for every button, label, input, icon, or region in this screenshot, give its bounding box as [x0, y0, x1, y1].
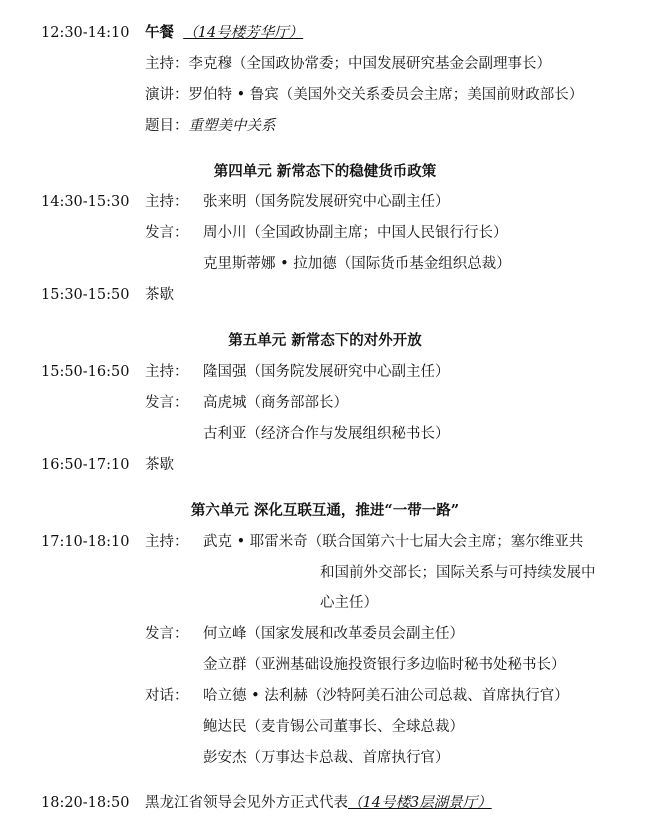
unit5-host: 隆国强（国务院发展研究中心副主任） [203, 364, 450, 380]
lunch-host-line [145, 54, 551, 74]
lunch-speaker-label: 演讲： [145, 87, 189, 103]
break1-label: 茶歇 [145, 287, 174, 303]
unit4-time: 14:30-15:30 [41, 194, 130, 210]
unit6-host-label: 主持： [145, 534, 189, 550]
unit4-heading: 第四单元 新常态下的稳健货币政策 [213, 163, 437, 180]
unit5-host-label: 主持： [145, 364, 189, 380]
break2-time: 16:50-17:10 [41, 457, 130, 473]
unit6-dialogue-member: 鲍达民（麦肯锡公司董事长、全球总裁） [203, 719, 464, 735]
meeting-label: 黑龙江省领导会见外方正式代表 [145, 795, 348, 811]
lunch-speaker: 罗伯特 • 鲁宾（美国外交关系委员会主席；美国前财政部长） [188, 87, 584, 103]
unit5-heading: 第五单元 新常态下的对外开放 [228, 332, 422, 349]
lunch-topic-line [145, 116, 276, 136]
unit6-host-cont: 心主任） [320, 595, 378, 611]
break2-label: 茶歇 [145, 457, 174, 473]
unit6-heading: 第六单元 深化互联互通，推进“一带一路” [190, 502, 460, 519]
unit6-speaker: 何立峰（国家发展和改革委员会副主任） [203, 626, 464, 642]
unit6-host-cont: 和国前外交部长；国际关系与可持续发展中 [320, 565, 596, 581]
lunch-topic-label: 题目： [145, 118, 189, 134]
unit6-host: 武克 • 耶雷米奇（联合国第六十七届大会主席；塞尔维亚共 [203, 534, 584, 550]
break1-time: 15:30-15:50 [41, 287, 130, 303]
lunch-title-line [145, 23, 303, 43]
unit5-speaker: 古利亚（经济合作与发展组织秘书长） [203, 426, 450, 442]
unit5-speech-label: 发言： [145, 395, 189, 411]
meeting-line [145, 793, 492, 813]
lunch-time: 12:30-14:10 [41, 25, 130, 41]
unit6-speech-label: 发言： [145, 626, 189, 642]
unit6-dialogue-label: 对话： [145, 688, 189, 704]
lunch-topic: 重塑美中关系 [188, 118, 276, 134]
lunch-title: 午餐 [145, 24, 174, 41]
lunch-venue: （14号楼芳华厅） [183, 25, 304, 41]
lunch-host: 李克穆（全国政协常委；中国发展研究基金会副理事长） [188, 56, 551, 72]
lunch-speaker-line [145, 85, 583, 105]
unit6-speaker: 金立群（亚洲基础设施投资银行多边临时秘书处秘书长） [203, 657, 566, 673]
unit6-time: 17:10-18:10 [41, 534, 130, 550]
unit4-speaker: 周小川（全国政协副主席；中国人民银行行长） [203, 225, 508, 241]
unit5-time: 15:50-16:50 [41, 364, 130, 380]
unit6-dialogue-member: 彭安杰（万事达卡总裁、首席执行官） [203, 750, 450, 766]
meeting-venue: （14号楼3层湖景厅） [348, 795, 492, 811]
unit4-speech-label: 发言： [145, 225, 189, 241]
unit6-dialogue-member: 哈立德 • 法利赫（沙特阿美石油公司总裁、首席执行官） [203, 688, 569, 704]
unit4-host: 张来明（国务院发展研究中心副主任） [203, 194, 450, 210]
unit4-host-label: 主持： [145, 194, 189, 210]
unit5-speaker: 高虎城（商务部部长） [203, 395, 348, 411]
unit4-speaker: 克里斯蒂娜 • 拉加德（国际货币基金组织总裁） [203, 256, 511, 272]
meeting-time: 18:20-18:50 [41, 795, 130, 811]
lunch-host-label: 主持： [145, 56, 189, 72]
